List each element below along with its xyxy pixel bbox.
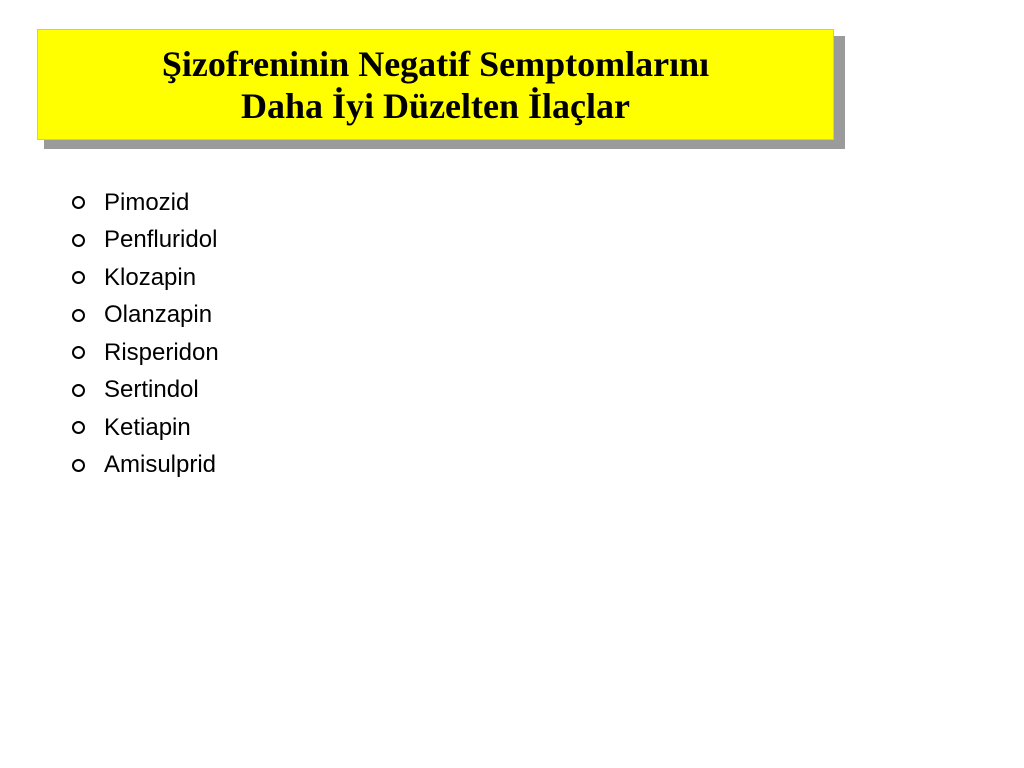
list-item-label: Penfluridol — [104, 226, 218, 254]
list-item-label: Klozapin — [104, 263, 197, 291]
slide-title-line-1: Şizofreninin Negatif Semptomlarını — [161, 43, 710, 84]
list-item-label: Olanzapin — [104, 301, 213, 329]
list-item-label: Risperidon — [104, 338, 219, 366]
list-item-label: Sertindol — [104, 376, 199, 404]
circle-bullet-icon — [72, 459, 85, 472]
list-item — [72, 184, 219, 222]
list-item — [72, 259, 219, 297]
circle-bullet-icon — [72, 384, 85, 397]
slide-title-line-2: Daha İyi Düzelten İlaçlar — [241, 85, 630, 126]
circle-bullet-icon — [72, 234, 85, 247]
circle-bullet-icon — [72, 421, 85, 434]
list-item-label: Amisulprid — [104, 451, 217, 479]
list-item — [72, 447, 219, 485]
list-item — [72, 334, 219, 372]
circle-bullet-icon — [72, 346, 85, 359]
list-item-label: Ketiapin — [104, 413, 191, 441]
circle-bullet-icon — [72, 309, 85, 322]
list-item — [72, 222, 219, 260]
list-item — [72, 297, 219, 335]
list-item — [72, 372, 219, 410]
drug-list — [72, 184, 219, 484]
title-box — [37, 29, 834, 140]
list-item-label: Pimozid — [104, 188, 190, 216]
circle-bullet-icon — [72, 196, 85, 209]
circle-bullet-icon — [72, 271, 85, 284]
list-item — [72, 409, 219, 447]
